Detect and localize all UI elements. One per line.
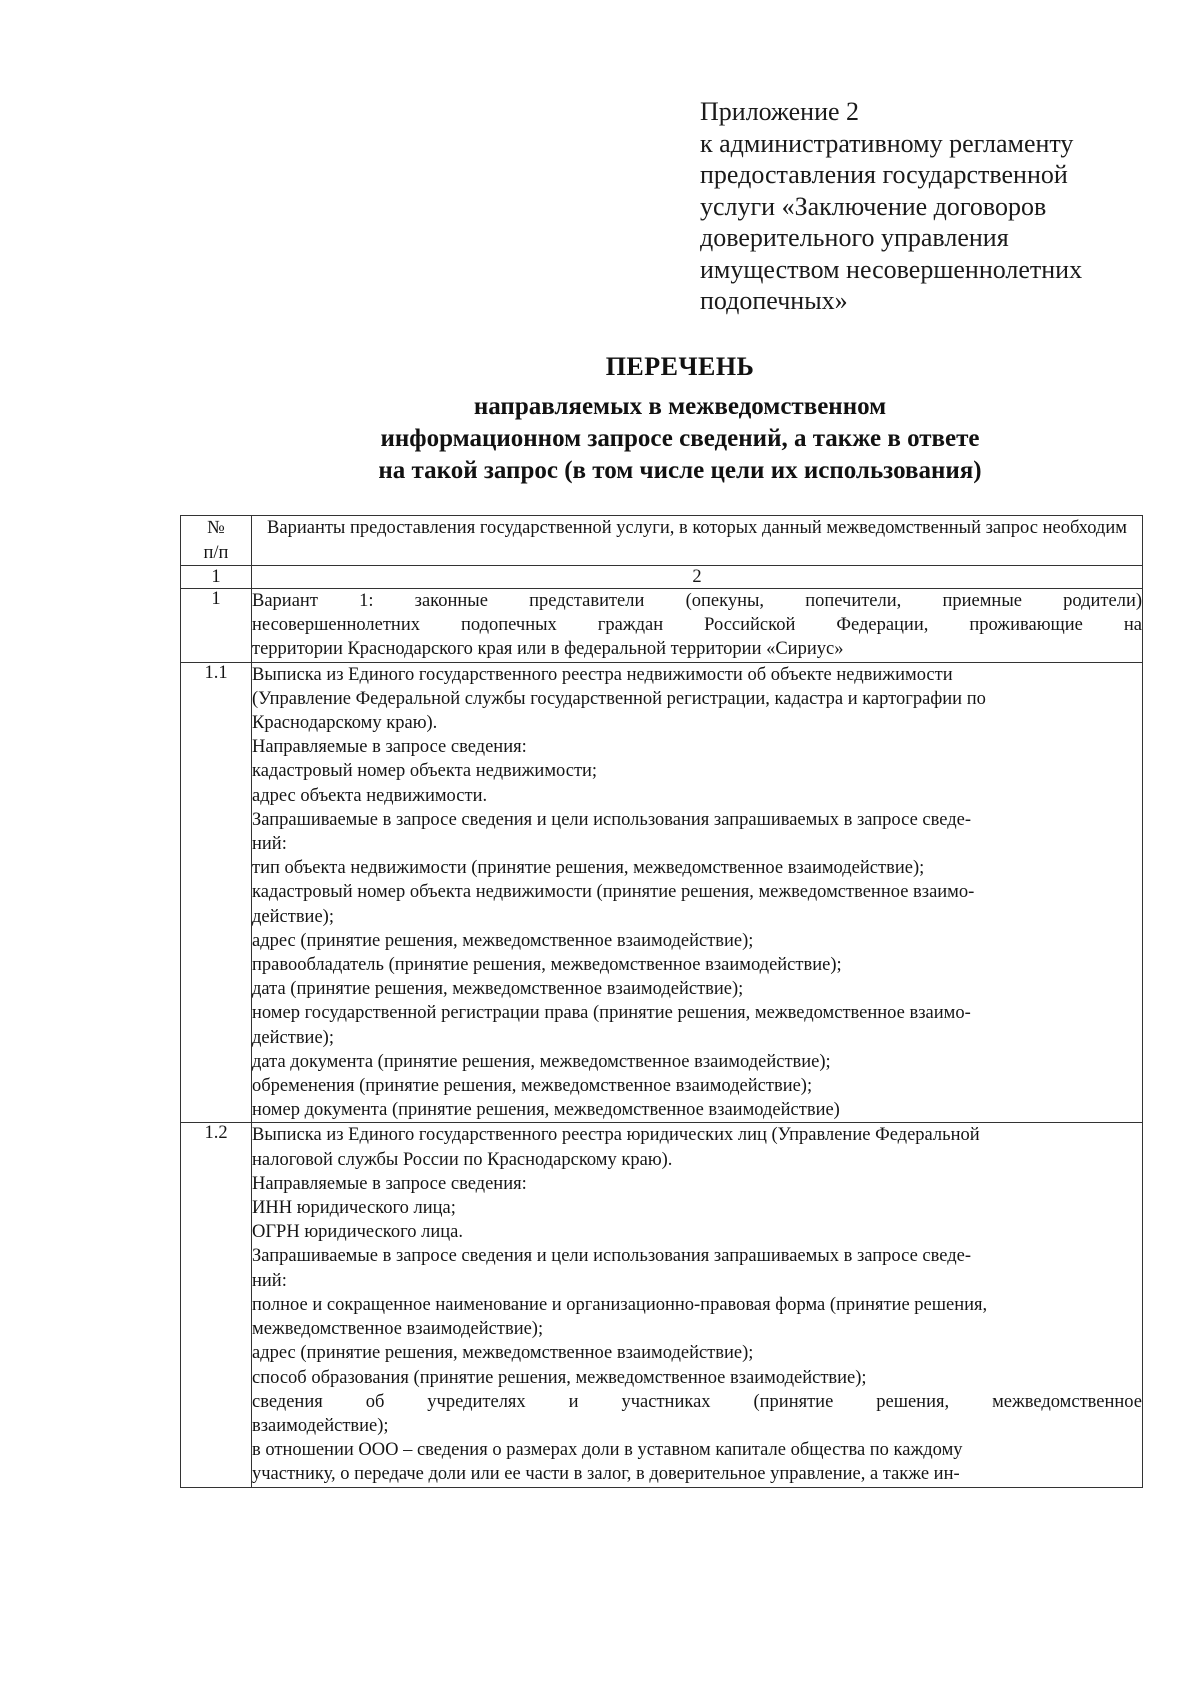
row-line: ИНН юридического лица;: [252, 1198, 456, 1219]
appendix-line: предоставления государственной: [700, 160, 1068, 189]
row-line: адрес (принятие решения, межведомственное взаимодействие);: [252, 930, 754, 951]
row-line: Краснодарскому краю).: [252, 713, 438, 734]
index-cell: 1: [181, 566, 252, 589]
requests-table: [180, 515, 1143, 1488]
document-title: ПЕРЕЧЕНЬ: [605, 352, 755, 381]
document-subtitle-line: информационном запросе сведений, а также в ответе: [380, 425, 980, 452]
row-line: адрес объекта недвижимости.: [252, 785, 488, 806]
header-text-cell: Варианты предоставления государственной услуги, в которых данный межведомственный запрос необходим: [252, 516, 1143, 566]
row-line: полное и сокращенное наименование и организационно-правовая форма (принятие решения,: [252, 1294, 988, 1315]
row-line: участнику, о передаче доли или ее части в залог, в доверительное управление, а также ин-: [252, 1464, 960, 1485]
appendix-line: доверительного управления: [700, 223, 1009, 252]
table-index-row: [181, 566, 1143, 589]
table-row: [181, 1123, 1143, 1487]
row-line: номер документа (принятие решения, межведомственное взаимодействие): [252, 1100, 840, 1121]
header-number-label: №: [207, 518, 225, 538]
appendix-line: услуги «Заключение договоров: [700, 191, 1047, 221]
header-number-label: п/п: [203, 542, 229, 563]
row-line: Вариант 1: законные представители (опекуны, попечители, приемные родители): [252, 591, 1142, 611]
row-line: межведомственное взаимодействие);: [252, 1319, 544, 1340]
appendix-header: [700, 96, 1140, 317]
row-line: Выписка из Единого государственного реестра недвижимости об объекте недвижимости: [252, 664, 953, 685]
row-line: действие);: [252, 906, 334, 927]
header-number-cell: [181, 516, 252, 566]
appendix-line: имуществом несовершеннолетних: [700, 254, 1083, 284]
document-subtitle-line: на такой запрос (в том числе цели их использования): [378, 457, 982, 484]
row-line: ОГРН юридического лица.: [252, 1222, 463, 1243]
row-line: несовершеннолетних подопечных граждан Российской Федерации, проживающие на: [252, 615, 1142, 636]
row-line: налоговой службы России по Краснодарскому краю).: [252, 1149, 673, 1170]
row-line: номер государственной регистрации права (принятие решения, межведомственное взаимо-: [252, 1003, 971, 1024]
row-line: способ образования (принятие решения, межведомственное взаимодействие);: [252, 1367, 867, 1388]
row-line: кадастровый номер объекта недвижимости (принятие решения, межведомственное взаимо-: [252, 882, 975, 903]
row-line: действие);: [252, 1027, 334, 1048]
row-line: территории Краснодарского края или в федеральной территории «Сириус»: [252, 639, 844, 660]
row-line: дата (принятие решения, межведомственное взаимодействие);: [252, 979, 744, 1000]
row-line: Запрашиваемые в запросе сведения и цели использования запрашиваемых в запросе сведе-: [252, 1246, 971, 1267]
row-line: в отношении ООО – сведения о размерах доли в уставном капитале общества по каждому: [252, 1440, 963, 1461]
row-line: ний:: [252, 1270, 287, 1291]
row-line: взаимодействие);: [252, 1415, 389, 1436]
row-line: сведения об учредителях и участниках (принятие решения, межведомственное: [252, 1391, 1142, 1412]
row-line: (Управление Федеральной службы государственной регистрации, кадастра и картографии по: [252, 688, 986, 709]
row-number: 1.1: [181, 662, 252, 1123]
row-line: Выписка из Единого государственного реестра юридических лиц (Управление Федеральной: [252, 1125, 980, 1146]
table-row: [181, 589, 1143, 663]
row-line: Направляемые в запросе сведения:: [252, 737, 527, 758]
row-number: 1.2: [181, 1123, 252, 1487]
row-line: адрес (принятие решения, межведомственное взаимодействие);: [252, 1343, 754, 1364]
row-line: ний:: [252, 834, 287, 855]
row-text: [252, 662, 1143, 1123]
row-line: правообладатель (принятие решения, межведомственное взаимодействие);: [252, 955, 842, 976]
row-line: тип объекта недвижимости (принятие решения, межведомственное взаимодействие);: [252, 858, 925, 879]
appendix-line: подопечных»: [700, 286, 848, 315]
appendix-line: Приложение 2: [700, 97, 860, 126]
appendix-line: к административному регламенту: [700, 128, 1074, 158]
document-subtitle-line: направляемых в межведомственном: [473, 393, 887, 420]
row-line: Запрашиваемые в запросе сведения и цели использования запрашиваемых в запросе сведе-: [252, 809, 971, 830]
row-line: кадастровый номер объекта недвижимости;: [252, 761, 598, 782]
table-header-row: [181, 516, 1143, 566]
row-text: [252, 589, 1143, 663]
row-line: обременения (принятие решения, межведомственное взаимодействие);: [252, 1076, 813, 1097]
row-line: Направляемые в запросе сведения:: [252, 1173, 527, 1194]
table-row: [181, 662, 1143, 1123]
row-text: [252, 1123, 1143, 1487]
row-number: 1: [181, 589, 252, 663]
index-cell: 2: [252, 566, 1143, 589]
row-line: дата документа (принятие решения, межведомственное взаимодействие);: [252, 1051, 831, 1072]
